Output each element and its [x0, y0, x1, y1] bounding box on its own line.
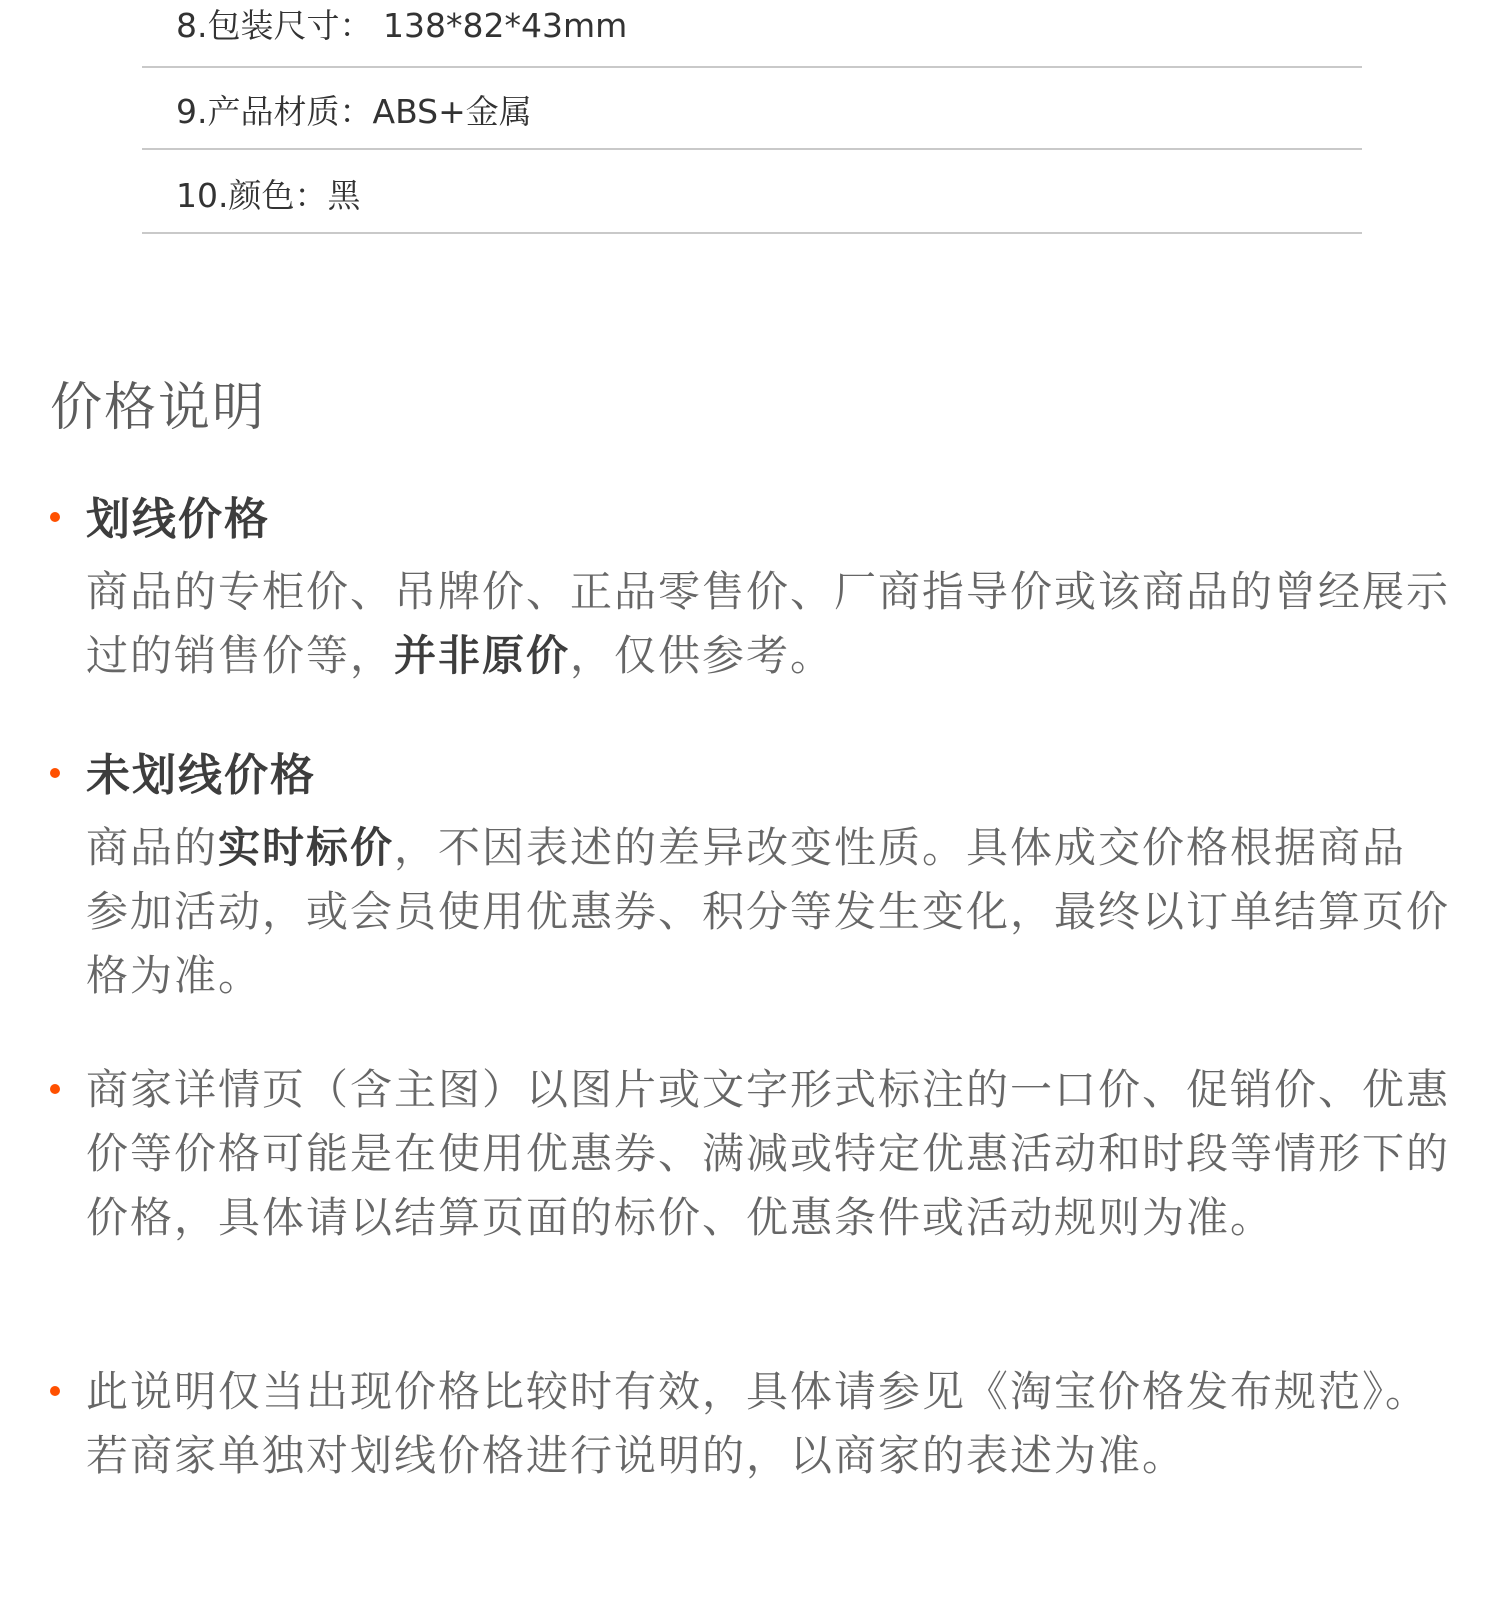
- spec-label: 9.产品材质：: [176, 92, 373, 131]
- spec-row-package-size: [142, 0, 1362, 68]
- bullet-dot-icon: [50, 1084, 60, 1094]
- spec-row-material: [142, 68, 1362, 150]
- spec-label: 10.颜色：: [176, 176, 328, 215]
- price-section-title: 价格说明: [50, 378, 267, 438]
- strikethrough-price-block: [50, 490, 1450, 688]
- spec-row-color: [142, 150, 1362, 234]
- validity-note-text: 此说明仅当出现价格比较时有效，具体请参见《淘宝价格发布规范》。若商家单独对划线价格进行说明的，以商家的表述为准。: [86, 1367, 1430, 1480]
- spec-value: 138*82*43mm: [372, 6, 628, 45]
- not-original-price-emphasis: 并非原价: [394, 631, 571, 680]
- non-strikethrough-price-block: [50, 746, 1450, 1008]
- non-strikethrough-price-heading: 未划线价格: [86, 750, 316, 801]
- validity-note: [50, 1360, 1450, 1488]
- bullet-dot-icon: [50, 1386, 60, 1396]
- real-time-price-emphasis: 实时标价: [218, 823, 395, 872]
- spec-value: ABS+金属: [372, 92, 532, 131]
- promo-price-note: [50, 1058, 1450, 1250]
- non-strikethrough-price-text: 商品的实时标价，不因表述的差异改变性质。具体成交价格根据商品参加活动，或会员使用优惠券、积分等发生变化，最终以订单结算页价格为准。: [86, 823, 1451, 1000]
- spec-table: [142, 0, 1362, 234]
- spec-label: 8.包装尺寸：: [176, 6, 373, 45]
- spec-value: 黑: [327, 176, 361, 215]
- strikethrough-price-heading: 划线价格: [86, 494, 270, 545]
- bullet-dot-icon: [50, 768, 60, 778]
- strikethrough-price-text: 商品的专柜价、吊牌价、正品零售价、厂商指导价或该商品的曾经展示过的销售价等，并非原价，仅供参考。: [86, 567, 1451, 680]
- promo-price-note-text: 商家详情页（含主图）以图片或文字形式标注的一口价、促销价、优惠价等价格可能是在使用优惠券、满减或特定优惠活动和时段等情形下的价格，具体请以结算页面的标价、优惠条件或活动规则为准。: [86, 1065, 1451, 1242]
- bullet-dot-icon: [50, 512, 60, 522]
